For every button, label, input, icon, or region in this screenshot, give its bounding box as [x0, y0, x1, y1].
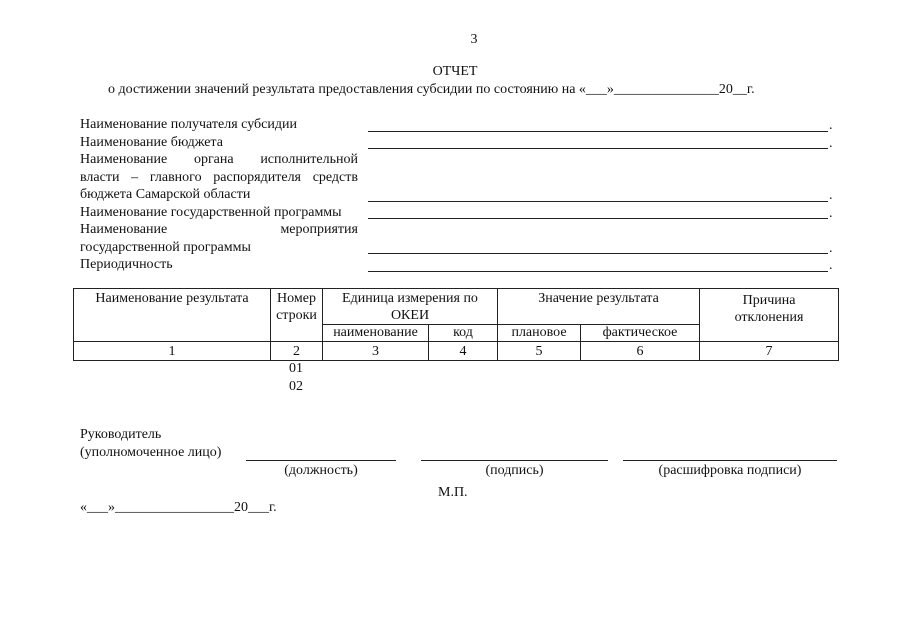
position-line: [246, 460, 396, 461]
field-label-line: власти – главного распорядителя средств: [80, 169, 358, 185]
header-value-actual: фактическое: [581, 325, 700, 342]
column-number: 3: [323, 342, 429, 361]
field-end-mark: .: [829, 118, 833, 133]
field-end-mark: .: [829, 258, 833, 273]
field-label-line: Наименование мероприятия: [80, 222, 358, 237]
field-label: [80, 204, 358, 222]
field-periodicity: [80, 256, 832, 274]
table-header-row: [74, 289, 839, 325]
results-table: [73, 288, 839, 361]
fill-in-line: [368, 201, 828, 202]
field-label: [80, 134, 358, 152]
position-caption: (должность): [284, 463, 358, 478]
field-label: [80, 116, 358, 134]
column-number: 5: [498, 342, 581, 361]
column-number: 1: [74, 342, 271, 361]
fill-in-line: [368, 148, 828, 149]
field-label-line: Наименование бюджета: [80, 134, 223, 150]
field-executive-body: [80, 151, 832, 204]
fill-in-line: [368, 253, 828, 254]
header-result-name: Наименование результата: [74, 289, 271, 342]
field-end-mark: .: [829, 205, 833, 221]
field-label-line: бюджета Самарской области: [80, 187, 251, 202]
report-subtitle: о достижении значений результата предоставления субсидии по состоянию на «___»_______________20__г.: [108, 82, 755, 97]
fill-in-line: [368, 271, 828, 272]
field-label-line: Наименование органа исполнительной: [80, 152, 358, 167]
name-transcript-line: [623, 460, 837, 461]
report-title: ОТЧЕТ: [432, 64, 478, 79]
field-end-mark: .: [829, 188, 833, 203]
field-state-program: [80, 204, 832, 222]
page-number: 3: [470, 32, 478, 47]
header-unit-code: код: [429, 325, 498, 342]
head-label: Руководитель: [80, 427, 162, 442]
header-row-number: Номер строки: [271, 289, 323, 342]
stamp-place: М.П.: [438, 484, 468, 500]
field-label-line: Наименование государственной программы: [80, 204, 342, 220]
signature-line: [421, 460, 608, 461]
field-label-line: Наименование получателя субсидии: [80, 117, 297, 132]
field-label: [80, 256, 358, 274]
header-value-planned: плановое: [498, 325, 581, 342]
head-sublabel: (уполномоченное лицо): [80, 444, 222, 460]
name-transcript-caption: (расшифровка подписи): [658, 463, 802, 478]
field-budget: [80, 134, 832, 152]
column-number: 7: [700, 342, 839, 361]
field-end-mark: .: [829, 240, 833, 256]
column-number: 6: [581, 342, 700, 361]
field-recipient: [80, 116, 832, 134]
header-deviation-reason: Причина отклонения: [700, 289, 839, 342]
column-number: 2: [271, 342, 323, 361]
field-label: [80, 151, 358, 204]
header-unit: Единица измерения по ОКЕИ: [323, 289, 498, 325]
row-code: 01: [289, 361, 303, 376]
header-value: Значение результата: [498, 289, 700, 325]
date-line: «___»_________________20___г.: [80, 500, 277, 515]
field-label-line: государственной программы: [80, 239, 251, 255]
row-code: 02: [289, 378, 303, 394]
fill-in-line: [368, 218, 828, 219]
column-number: 4: [429, 342, 498, 361]
column-number-row: [74, 342, 839, 361]
field-label-line: Периодичность: [80, 257, 173, 272]
field-end-mark: .: [829, 135, 833, 151]
fill-in-line: [368, 131, 828, 132]
signature-caption: (подпись): [485, 463, 544, 478]
field-label: [80, 221, 358, 256]
header-unit-name: наименование: [323, 325, 429, 342]
field-program-activity: [80, 221, 832, 256]
